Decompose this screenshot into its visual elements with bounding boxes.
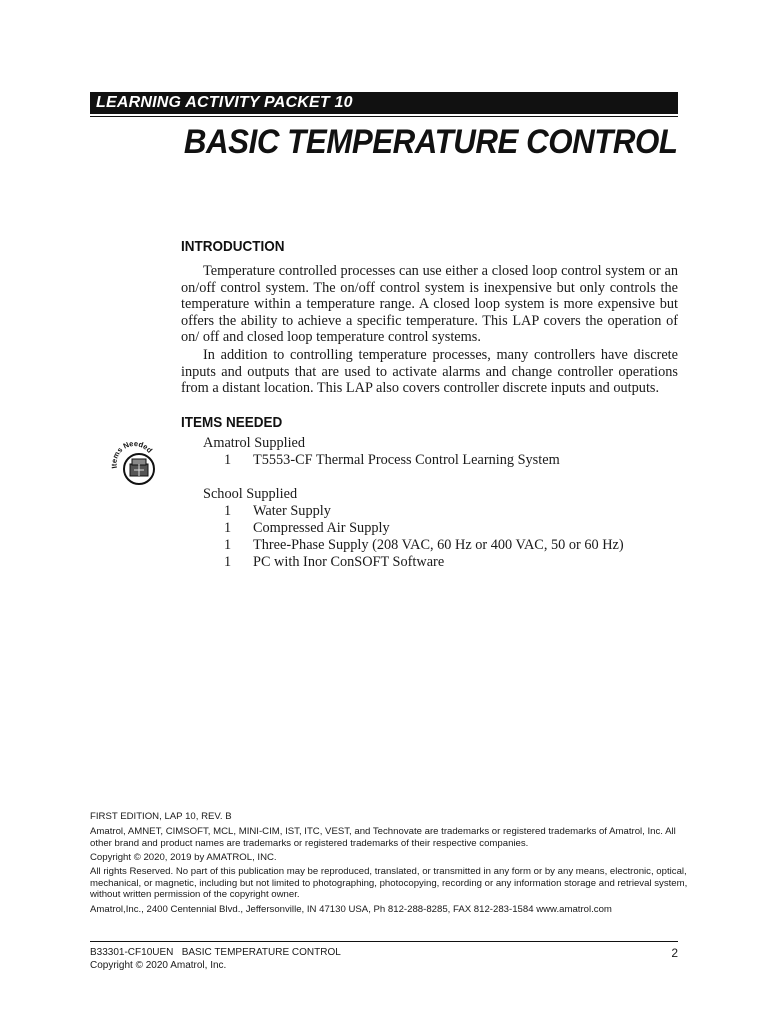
item-name: Compressed Air Supply [253, 520, 390, 536]
page-title: BASIC TEMPERATURE CONTROL [184, 123, 678, 161]
packet-label-bar [90, 92, 678, 114]
item-quantity: 1 [224, 537, 232, 553]
items-needed-heading: ITEMS NEEDED [181, 414, 283, 431]
list-item [224, 537, 624, 554]
item-quantity: 1 [224, 452, 232, 468]
school-supplied-title: School Supplied [203, 486, 298, 502]
items-needed-icon-label: Items Needed [109, 438, 155, 470]
item-quantity: 1 [224, 520, 232, 536]
company-address: Amatrol,Inc., 2400 Centennial Blvd., Jeffersonville, IN 47130 USA, Ph 812-288-8285, FAX 812-283-1584 www.amatrol.com [90, 904, 612, 915]
footer-rule [90, 941, 678, 942]
item-name: Three-Phase Supply (208 VAC, 60 Hz or 400 VAC, 50 or 60 Hz) [253, 537, 624, 553]
packet-label: LEARNING ACTIVITY PACKET 10 [96, 94, 353, 111]
list-item [224, 520, 390, 537]
introduction-paragraph: Temperature controlled processes can use either a closed loop control system or an on/off control system. The on/off control system is inexpensive but only controls the temperature within a temperature range. A closed loop system is more expensive but offers the ability to achieve a specific temperature. This LAP covers the operation of on/ off and closed loop temperature control systems. [181, 263, 678, 346]
item-name: PC with Inor ConSOFT Software [253, 554, 445, 570]
list-item [224, 452, 560, 469]
list-item [224, 554, 444, 571]
item-quantity: 1 [224, 503, 232, 519]
amatrol-supplied-title: Amatrol Supplied [203, 435, 306, 451]
page-number: 2 [671, 946, 678, 960]
footer-doc-code: B33301-CF10UEN BASIC TEMPERATURE CONTROL [90, 947, 341, 958]
item-quantity: 1 [224, 554, 232, 570]
item-name: T5553-CF Thermal Process Control Learning System [253, 452, 560, 468]
item-name: Water Supply [253, 503, 331, 519]
rights-notice: All rights Reserved. No part of this publication may be reproduced, translated, or transmitted in any form or by any means, electronic, optical, mechanical, or magnetic, including but not limited to photographing, photocopying, recording or any information storage and retrieval system, without written permission of the copyright owner. [90, 866, 688, 901]
trademark-notice: Amatrol, AMNET, CIMSOFT, MCL, MINI-CIM, IST, ITC, VEST, and Technovate are trademarks or registered trademarks of Amatrol, Inc. All other brand and product names are trademarks or registered trademarks of their respective companies. [90, 826, 676, 849]
edition-line: FIRST EDITION, LAP 10, REV. B [90, 811, 232, 822]
footer-info [90, 946, 341, 972]
header-rule [90, 116, 678, 117]
introduction-heading: INTRODUCTION [181, 238, 285, 255]
introduction-paragraph: In addition to controlling temperature processes, many controllers have discrete inputs and outputs that are used to activate alarms and change controller operations from a distant location. This LAP also covers controller discrete inputs and outputs. [181, 347, 678, 397]
footer-copyright: Copyright © 2020 Amatrol, Inc. [90, 960, 227, 971]
copyright-notice: Copyright © 2020, 2019 by AMATROL, INC. [90, 852, 277, 863]
items-needed-icon [108, 438, 160, 490]
list-item [224, 503, 331, 520]
